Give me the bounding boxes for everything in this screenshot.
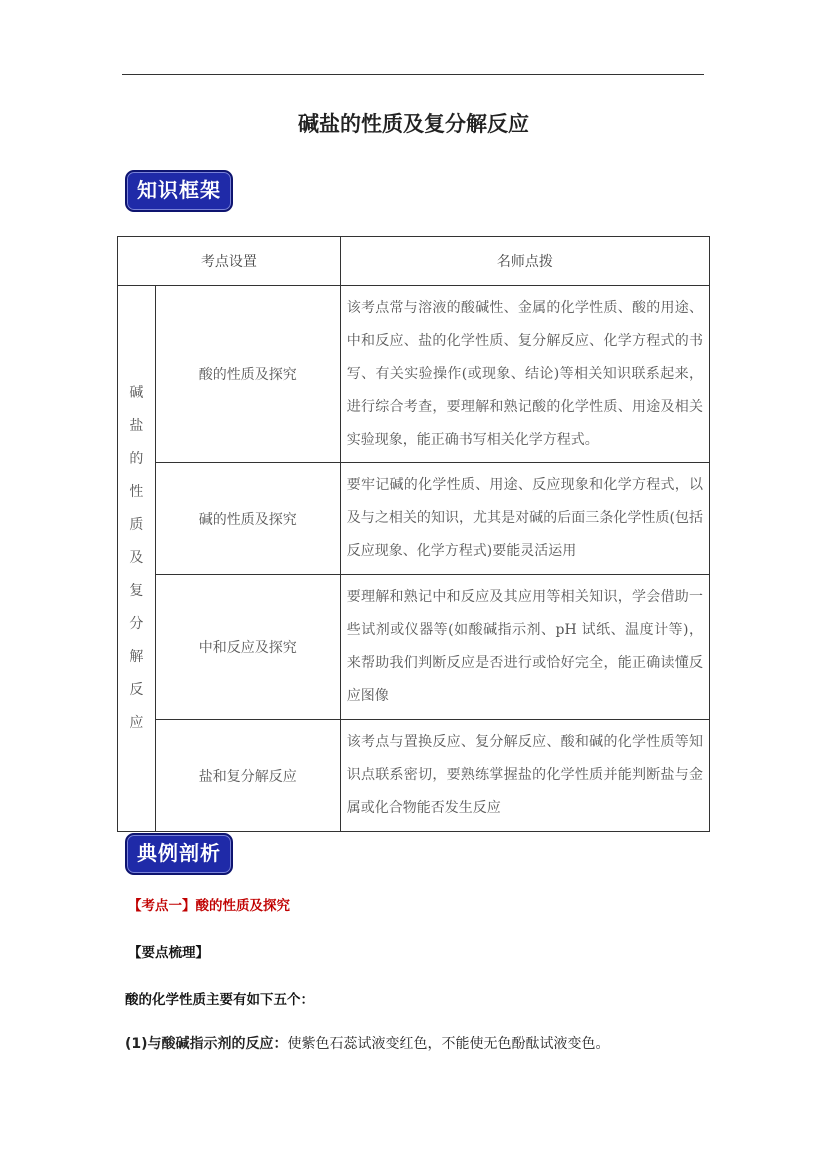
document-title: 碱盐的性质及复分解反应	[298, 112, 529, 136]
examples-badge: 典例剖析	[125, 833, 233, 875]
category-char: 复	[129, 583, 144, 599]
category-char: 反	[129, 682, 144, 698]
point-heading: 【考点一】酸的性质及探究	[128, 898, 290, 914]
tip-cell: 该考点常与溶液的酸碱性、金属的化学性质、酸的用途、中和反应、盐的化学性质、复分解反应、化学方程式的书写、有关实验操作(或现象、结论)等相关知识联系起来，进行综合考查，要理解和熟记酸的化学性质、用途及相关实验现象，能正确书写相关化学方程式。	[340, 286, 709, 463]
property-item	[125, 1033, 610, 1053]
table-header-tip: 名师点拨	[340, 237, 709, 286]
header-rule	[122, 74, 704, 75]
property-label: (1)与酸碱指示剂的反应：	[125, 1036, 288, 1052]
category-char: 及	[129, 550, 144, 566]
intro-text: 酸的化学性质主要有如下五个：	[125, 992, 314, 1008]
category-char: 碱	[129, 385, 144, 401]
knowledge-table	[117, 236, 710, 832]
tip-cell: 要牢记碱的化学性质、用途、反应现象和化学方程式，以及与之相关的知识，尤其是对碱的后面三条化学性质(包括反应现象、化学方程式)要能灵活运用	[340, 463, 709, 575]
topic-cell: 中和反应及探究	[155, 575, 340, 720]
category-char: 解	[129, 649, 144, 665]
category-char: 的	[129, 451, 144, 467]
summary-heading: 【要点梳理】	[128, 945, 209, 961]
topic-cell: 酸的性质及探究	[155, 286, 340, 463]
topic-cell: 碱的性质及探究	[155, 463, 340, 575]
table-header-topic: 考点设置	[118, 237, 341, 286]
property-text: 使紫色石蕊试液变红色，不能使无色酚酞试液变色。	[287, 1036, 610, 1052]
topic-cell: 盐和复分解反应	[155, 720, 340, 832]
tip-cell: 要理解和熟记中和反应及其应用等相关知识，学会借助一些试剂或仪器等(如酸碱指示剂、pH 试纸、温度计等)，来帮助我们判断反应是否进行或恰好完全，能正确读懂反应图像	[340, 575, 709, 720]
category-char: 分	[129, 616, 144, 632]
merged-category-cell	[118, 286, 156, 832]
category-char: 质	[129, 517, 144, 533]
framework-badge: 知识框架	[125, 170, 233, 212]
category-char: 性	[129, 484, 144, 500]
category-char: 应	[129, 715, 144, 731]
category-char: 盐	[129, 418, 144, 434]
tip-cell: 该考点与置换反应、复分解反应、酸和碱的化学性质等知识点联系密切，要熟练掌握盐的化学性质并能判断盐与金属或化合物能否发生反应	[340, 720, 709, 832]
